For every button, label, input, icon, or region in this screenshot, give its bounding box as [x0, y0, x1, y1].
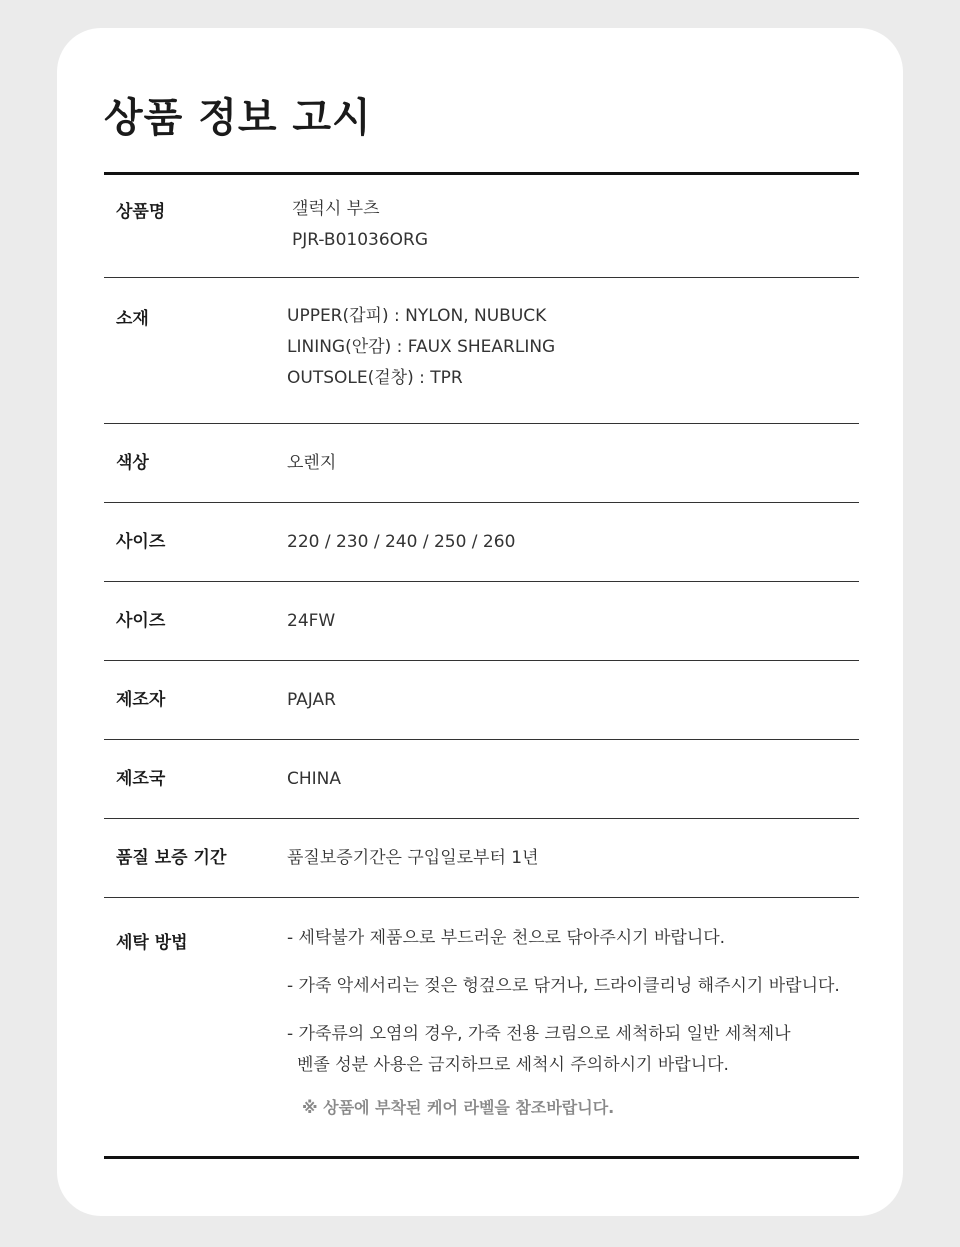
- row-season: [104, 582, 859, 661]
- row-label: 세탁 방법: [116, 933, 188, 953]
- row-size: [104, 503, 859, 582]
- row-warranty: [104, 819, 859, 898]
- care-item: - 가죽 악세서리는 젖은 헝겊으로 닦거나, 드라이클리닝 해주시기 바랍니다.: [287, 976, 840, 996]
- product-info-card: [57, 28, 903, 1216]
- material-upper-text: UPPER(갑피) : NYLON, NUBUCK: [287, 306, 547, 326]
- row-material: [104, 278, 859, 424]
- product-name-text: 갤럭시 부츠: [292, 199, 380, 219]
- material-outsole-text: OUTSOLE(겉창) : TPR: [287, 368, 463, 388]
- row-label: 소재: [116, 309, 149, 329]
- row-value: 품질보증기간은 구입일로부터 1년: [287, 848, 539, 868]
- row-label: 제조자: [116, 690, 166, 710]
- row-country: [104, 740, 859, 819]
- row-value: PAJAR: [287, 690, 336, 710]
- product-code-text: PJR-B01036ORG: [292, 230, 429, 250]
- row-label: 상품명: [116, 202, 166, 222]
- row-care: [104, 898, 859, 1120]
- care-item-continuation: 벤졸 성분 사용은 금지하므로 세척시 주의하시기 바랍니다.: [297, 1055, 729, 1075]
- material-lining-text: LINING(안감) : FAUX SHEARLING: [287, 337, 556, 357]
- row-label: 품질 보증 기간: [116, 848, 227, 868]
- row-product-name: [104, 175, 859, 278]
- row-manufacturer: [104, 661, 859, 740]
- row-label: 색상: [116, 453, 149, 473]
- row-value: CHINA: [287, 769, 342, 789]
- row-value: 220 / 230 / 240 / 250 / 260: [287, 532, 516, 552]
- row-color: [104, 424, 859, 503]
- care-item-text: - 가죽류의 오염의 경우, 가죽 전용 크림으로 세척하되 일반 세척제나: [287, 1024, 791, 1044]
- row-value: [287, 278, 859, 423]
- page-title: 상품 정보 고시: [104, 95, 372, 141]
- table-bottom-rule: [104, 1156, 859, 1159]
- row-value: 오렌지: [287, 453, 337, 473]
- care-instructions: [287, 898, 859, 1120]
- row-value: 24FW: [287, 611, 336, 631]
- care-item: - 세탁불가 제품으로 부드러운 천으로 닦아주시기 바랍니다.: [287, 928, 726, 948]
- care-item: [287, 1019, 859, 1081]
- row-label: 제조국: [116, 769, 166, 789]
- row-value: [287, 175, 859, 277]
- product-info-table: [104, 172, 859, 1159]
- row-label: 사이즈: [116, 611, 166, 631]
- care-label-note: ※ 상품에 부착된 케어 라벨을 참조바랍니다.: [302, 1098, 615, 1117]
- row-label: 사이즈: [116, 532, 166, 552]
